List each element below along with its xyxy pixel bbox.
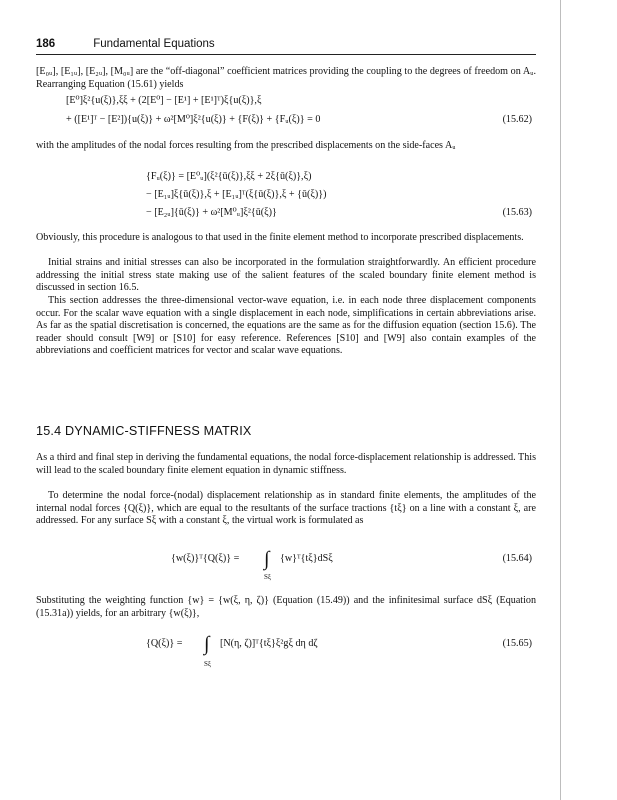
equation-15-63-line2-text: − [E₁ᵤ]ξ{ū(ξ)},ξ + [E₁ᵤ]ᵀ(ξ{ū(ξ)},ξ + {ū(ξ)}) — [146, 189, 327, 200]
paragraph-off-diagonal: [E₀ᵤ], [E₁ᵤ], [E₂ᵤ], [M₀ᵤ] are the “off-diagonal” coefficient matrices providing the coupling to the degrees of freedom on Aᵤ. Rearranging Equation (15.61) yields — [36, 66, 536, 90]
equation-15-62-line1-text: [E⁰]ξ²{u(ξ)},ξξ + (2[E⁰] − [E¹] + [E¹]ᵀ)ξ{u(ξ)},ξ — [66, 95, 262, 106]
equation-15-65-left: {Q(ξ)} = — [146, 638, 183, 649]
equation-15-62-line2-text: + ([E¹]ᵀ − [E²]){u(ξ)} + ω²[M⁰]ξ²{u(ξ)} + {F(ξ)} + {Fᵤ(ξ)} = 0 — [66, 114, 321, 125]
equation-number-15-65: (15.65) — [502, 638, 532, 649]
running-title: Fundamental Equations — [93, 38, 215, 50]
section-heading: 15.4 DYNAMIC-STIFFNESS MATRIX — [36, 424, 252, 438]
paragraph-initial-strains: Initial strains and initial stresses can also be incorporated in the formulation straightforwardly. An efficient procedure addressing the initial stress state making use of the salient features of the scaled boundary finite element method is discussed in section 16.5. — [36, 257, 536, 294]
equation-15-62-line2 — [36, 113, 536, 127]
equation-15-65 — [36, 633, 536, 668]
paragraph-nodal-forces: with the amplitudes of the nodal forces resulting from the prescribed displacements on the side-faces Aᵤ — [36, 140, 456, 151]
equation-15-63-line3 — [36, 206, 536, 220]
paragraph-vector-wave: This section addresses the three-dimensional vector-wave equation, i.e. in each node three displacement components occur. For the scalar wave equation with a single displacement in each node, simplifications in certain abbreviations arise. As far as the spatial discretisation is concerned, the equations are the same as for the diffusion equation (section 15.6). The reader should consult [W9] or [S10] for easy reference. References [S10] and [W9] also contain examples of the abbreviations and coefficient matrices for vector and scalar wave equations. — [36, 295, 536, 357]
equation-15-64-right: {w}ᵀ{tξ}dSξ — [280, 553, 333, 564]
paragraph-analogous: Obviously, this procedure is analogous to that used in the finite element method to incorporate prescribed displacements. — [36, 232, 524, 243]
equation-15-65-right: [N(η, ζ)]ᵀ{tξ}ξ²gξ dη dζ — [220, 638, 318, 649]
equation-15-64 — [36, 548, 536, 581]
equation-number-15-62: (15.62) — [502, 114, 532, 125]
equation-15-64-left: {w(ξ)}ᵀ{Q(ξ)} = — [171, 553, 240, 564]
equation-number-15-64: (15.64) — [502, 553, 532, 564]
page-number: 186 — [36, 38, 56, 50]
integral-sign: ∫ — [204, 633, 210, 655]
equation-15-63-line1-text: {Fᵤ(ξ)} = [E⁰ᵤ](ξ²{ū(ξ)},ξξ + 2ξ{ū(ξ)},ξ) — [146, 171, 312, 182]
equation-15-63-line1 — [36, 170, 536, 184]
viewer-right-border — [560, 0, 561, 800]
equation-15-63-line3-text: − [E₂ᵤ]{ū(ξ)} + ω²[M⁰ᵤ]ξ²{ū(ξ)} — [146, 207, 277, 218]
integral-domain: Sξ — [264, 573, 272, 581]
integral-domain: Sξ — [204, 660, 212, 668]
equation-15-63-line2 — [36, 188, 536, 202]
paragraph-third-step: As a third and final step in deriving the fundamental equations, the nodal force-displacement relationship is addressed. This will lead to the scaled boundary finite element equation in dynamic stiffness. — [36, 452, 536, 476]
equation-number-15-63: (15.63) — [502, 207, 532, 218]
running-header — [36, 38, 536, 50]
integral-sign: ∫ — [264, 548, 270, 570]
equation-15-62-line1 — [36, 94, 536, 108]
paragraph-substituting: Substituting the weighting function {w} = {w(ξ, η, ζ)} (Equation (15.49)) and the infinitesimal surface dSξ (Equation (15.31a)) yields, for an arbitrary {w(ξ)}, — [36, 595, 536, 619]
paragraph-virtual-work: To determine the nodal force-(nodal) displacement relationship as in standard finite elements, the amplitudes of the internal nodal forces {Q(ξ)}, which are equal to the resultants of the surface tractions {tξ} on a line with a constant ξ, are addressed. For any surface Sξ with a constant ξ, the virtual work is formulated as — [36, 490, 536, 527]
header-rule — [36, 54, 536, 55]
